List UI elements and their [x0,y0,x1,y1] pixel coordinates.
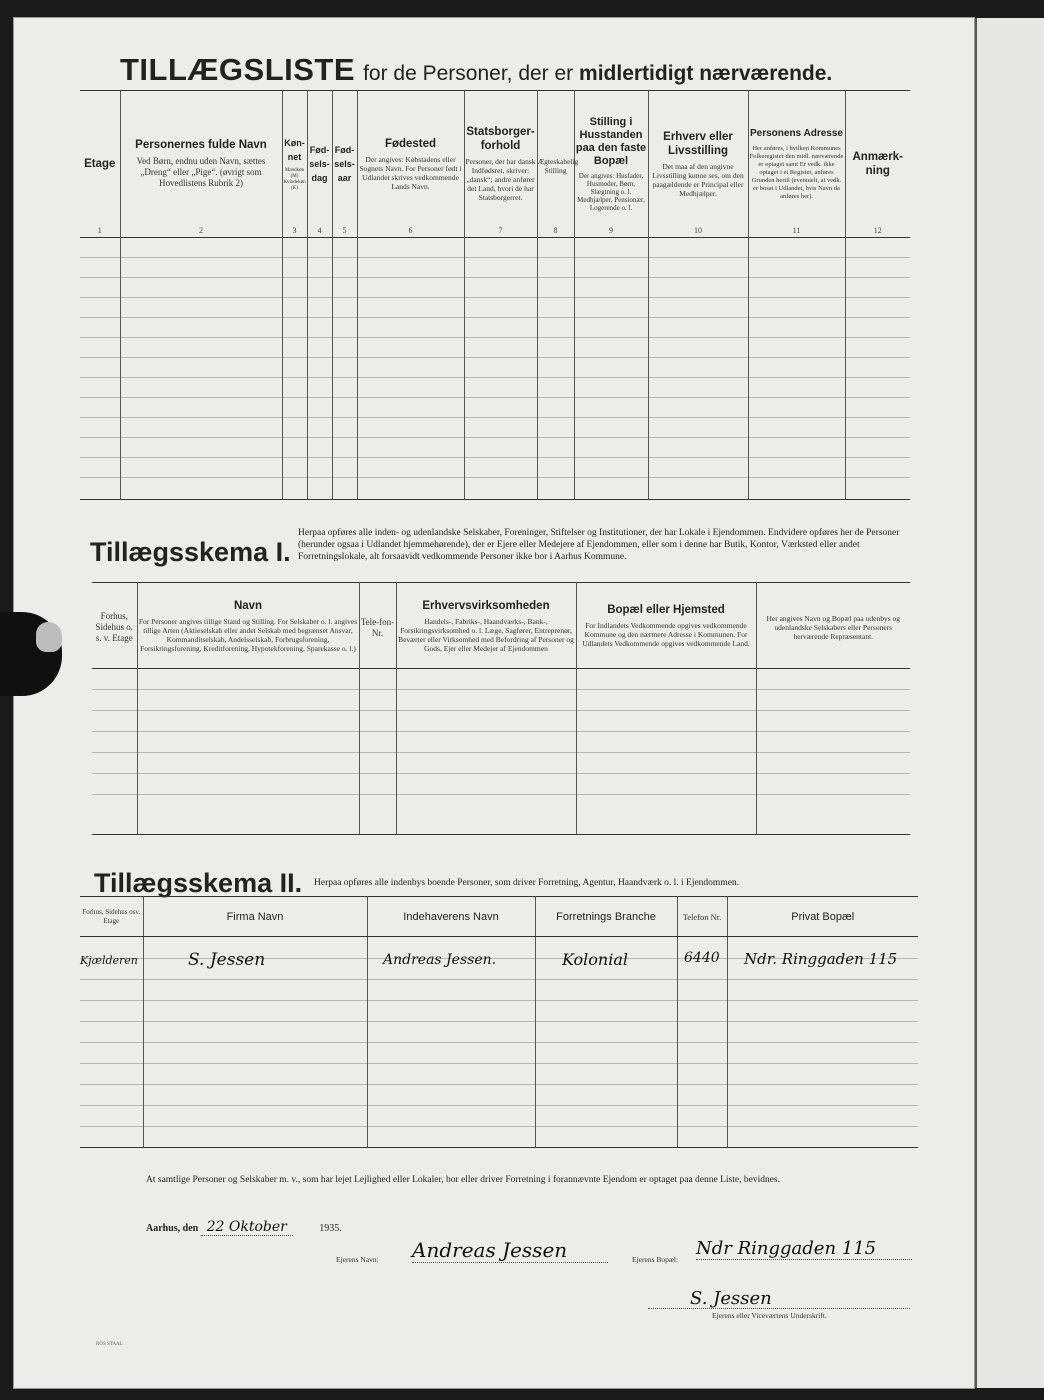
ruled-line [80,457,910,458]
col-statsborger: Statsborger-forhold Personer, der har dansk Indfødsret, skriver: „dansk“; andre anfører det Land, hvori de har Statsborgerret. 7 [464,91,537,237]
col-adresse: Personens Adresse Her anføres, i hvilken Kommunes Folkeregister den midl. nærværende er optaget samt Er vedk. ikke optaget i et Register, anføres Grunden hertil (eventuelt, at vedk. er bosat i Udlandet, hvis Navn da anføres her). 11 [748,91,845,237]
ruled-line [92,752,910,753]
ruled-line [80,337,910,338]
column-rule [748,237,749,499]
skema2-header-row [80,897,918,937]
signature-label: Ejerens eller Viceværtens Underskrift. [712,1311,827,1320]
adjacent-page [975,18,1044,1388]
owner-name: Andreas Jessen [412,1238,608,1263]
s2-col-branche: Forretnings Branche [535,897,677,937]
column-rule [307,237,308,499]
column-rule [120,237,121,499]
ruled-line [80,317,910,318]
ruled-line [80,1021,918,1022]
skema2-table [80,896,918,937]
col-anmaerkning: Anmærk-ning 12 [845,91,910,237]
ruled-line [80,1042,918,1043]
ruled-line [80,397,910,398]
column-rule [677,937,678,1147]
ruled-line [80,477,910,478]
thumbnail-highlight [36,622,62,652]
ruled-line [80,377,910,378]
s2-col-telefon: Telefon Nr. [677,897,727,937]
ruled-line [92,794,910,795]
column-rule [367,937,368,1147]
column-rule [332,237,333,499]
column-rule [845,237,846,499]
footer-statement: At samtlige Personer og Selskaber m. v., som har lejet Lejlighed eller Lokaler, bor eller driver Forretning i forannævnte Ejendom er optaget paa denne Liste, bevidnes. [146,1175,780,1185]
s1-col-bopael: Bopæl eller Hjemsted For Indlandets Vedkommende opgives vedkommende Kommune og den nærmere Adresse i Kommunen. For Udlandets Vedkommende opgives vedkommende Land. [576,583,756,669]
ruled-line [80,979,918,980]
column-rule [282,237,283,499]
ruled-line [80,277,910,278]
column-rule [396,668,397,834]
s2-col-privat-bopael: Privat Bopæl [727,897,918,937]
entry-indehaver: Andreas Jessen. [383,952,497,968]
s1-col-navn: Navn For Personer angives tillige Stand og Stilling. For Selskaber o. l. angives tillige Arten (Aktieselskab eller andet Selskab med begrænset Ansvar, Kommanditselskab, Andelsselskab, Forbrugsforening, Forsikringsforening, Kreditforening, Hypotekforening, Sparekasse o. l.) [137,583,359,669]
col-foedested: Fødested Der angives: Købstadens eller Sognets Navn. For Personer født i Udlandet skrives vedkommende Lands Navn. 6 [357,91,464,237]
owner-address-label: Ejerens Bopæl: [632,1255,679,1264]
entry-branche: Kolonial [562,950,628,969]
column-rule [464,237,465,499]
owner-address: Ndr Ringgaden 115 [696,1238,912,1260]
entry-telefon: 6440 [684,950,720,966]
ruled-line [80,1105,918,1106]
owner-signature: S. Jessen [690,1288,772,1309]
col-aegteskab: Ægteskabelig Stilling 8 [537,91,574,237]
column-rule [648,237,649,499]
ruled-line [80,437,910,438]
page-title [120,52,832,88]
s1-col-erhverv: Erhvervsvirksomheden Handels-, Fabriks-, Haandværks-, Bank-, Forsikringsvirksomhed o. l. Læge, Sagfører, Entreprenør, Beværter eller Virksomhed med Befordring af Personer og Gods, Ejer eller Medejer af Ejendommen [396,583,576,669]
column-rule [576,668,577,834]
column-rule [357,237,358,499]
column-rule [143,937,144,1147]
s1-col-telefon: Tele-fon-Nr. [359,583,396,669]
col-etage: Etage 1 [80,91,120,237]
ruled-line [92,731,910,732]
s2-col-firma: Firma Navn [143,897,367,937]
col-stilling-husstand: Stilling i Husstanden paa den faste Bopæl Der angives: Husfader, Husmoder, Børn, Slægtning o. l. Medhjælper, Pensionær, Logerende o. l. 9 [574,91,648,237]
ruled-line [80,1126,918,1127]
ruled-line [80,1084,918,1085]
skema2-title: Tillægsskema II. [94,868,303,898]
column-rule [756,668,757,834]
entry-etage: Kjælderen [80,954,138,967]
ruled-line [80,297,910,298]
column-rule [537,237,538,499]
title-main: TILLÆGSLISTE [120,52,356,87]
skema1-title: Tillægsskema I. [90,537,291,567]
footer-date-line: Aarhus, den 22 Oktober 1935. [146,1219,342,1235]
column-rule [727,937,728,1147]
ruled-line [80,417,910,418]
col-foedselsdag: Fød-sels-dag 4 [307,91,332,237]
printer-stamp: ROS STAAL [96,1342,123,1347]
ruled-line [80,257,910,258]
liste-header-row [80,91,910,237]
entry-bopael: Ndr. Ringgaden 115 [744,950,898,968]
s2-col-indehaver: Indehaverens Navn [367,897,535,937]
ruled-line [80,1063,918,1064]
tillaegsliste-table [80,91,910,238]
column-rule [535,937,536,1147]
s2-col-etage: Forhus, Sidehus osv. Etage [80,897,143,937]
s1-col-etage: Forhus, Sidehus o. s. v. Etage [92,583,137,669]
title-sub: for de Personer, der er midlertidigt nærværende. [363,62,833,85]
signature-line [648,1308,910,1309]
column-rule [359,668,360,834]
col-foedselsaar: Fød-sels-aar 5 [332,91,357,237]
column-rule [137,668,138,834]
ruled-line [80,1000,918,1001]
s1-col-repraesentant: Her angives Navn og Bopæl paa udenbys og udenlandske Selskabers eller Personers herværende Repræsentant. [756,583,910,669]
column-rule [574,237,575,499]
entry-firma: S. Jessen [188,950,266,970]
ruled-line [92,773,910,774]
skema1-header-row [92,583,910,669]
owner-name-label: Ejerens Navn: [336,1255,379,1264]
col-navn: Personernes fulde Navn Ved Børn, endnu uden Navn, sættes „Dreng“ eller „Pige“. (øvrigt som Hovedlistens Rubrik 2) 2 [120,91,282,237]
ruled-line [92,710,910,711]
skema1-description: Herpaa opføres alle inden- og udenlandske Selskaber, Foreninger, Stiftelser og Institutioner, der har Lokale i Ejendommen. Endvidere opføres her de Personer (herunder ogsaa i Udlandet hjemmehørende), der er Ejere eller Medejere af Ejendommen, eller som i denne har Butik, Kontor, Værksted eller andet Forretningslokale, alt forsaavidt vedkommende Personer ikke bor i Aarhus Kommune. [298,528,900,562]
skema2-description: Herpaa opføres alle indenbys boende Personer, som driver Forretning, Agentur, Haandværk o. l. i Ejendommen. [314,878,740,888]
ruled-line [80,357,910,358]
footer-date: 22 Oktober [201,1219,293,1236]
skema1-body [92,668,910,835]
col-erhverv: Erhverv eller Livsstilling Det maa af den angivne Livsstilling kunne ses, om den paagældende er Principal eller Medhjælper. 10 [648,91,748,237]
ruled-line [92,689,910,690]
liste-body [80,237,910,500]
skema1-table [92,582,910,669]
col-koen: Køn-net Mandkøn (M) Kvindekøn (K) 3 [282,91,307,237]
